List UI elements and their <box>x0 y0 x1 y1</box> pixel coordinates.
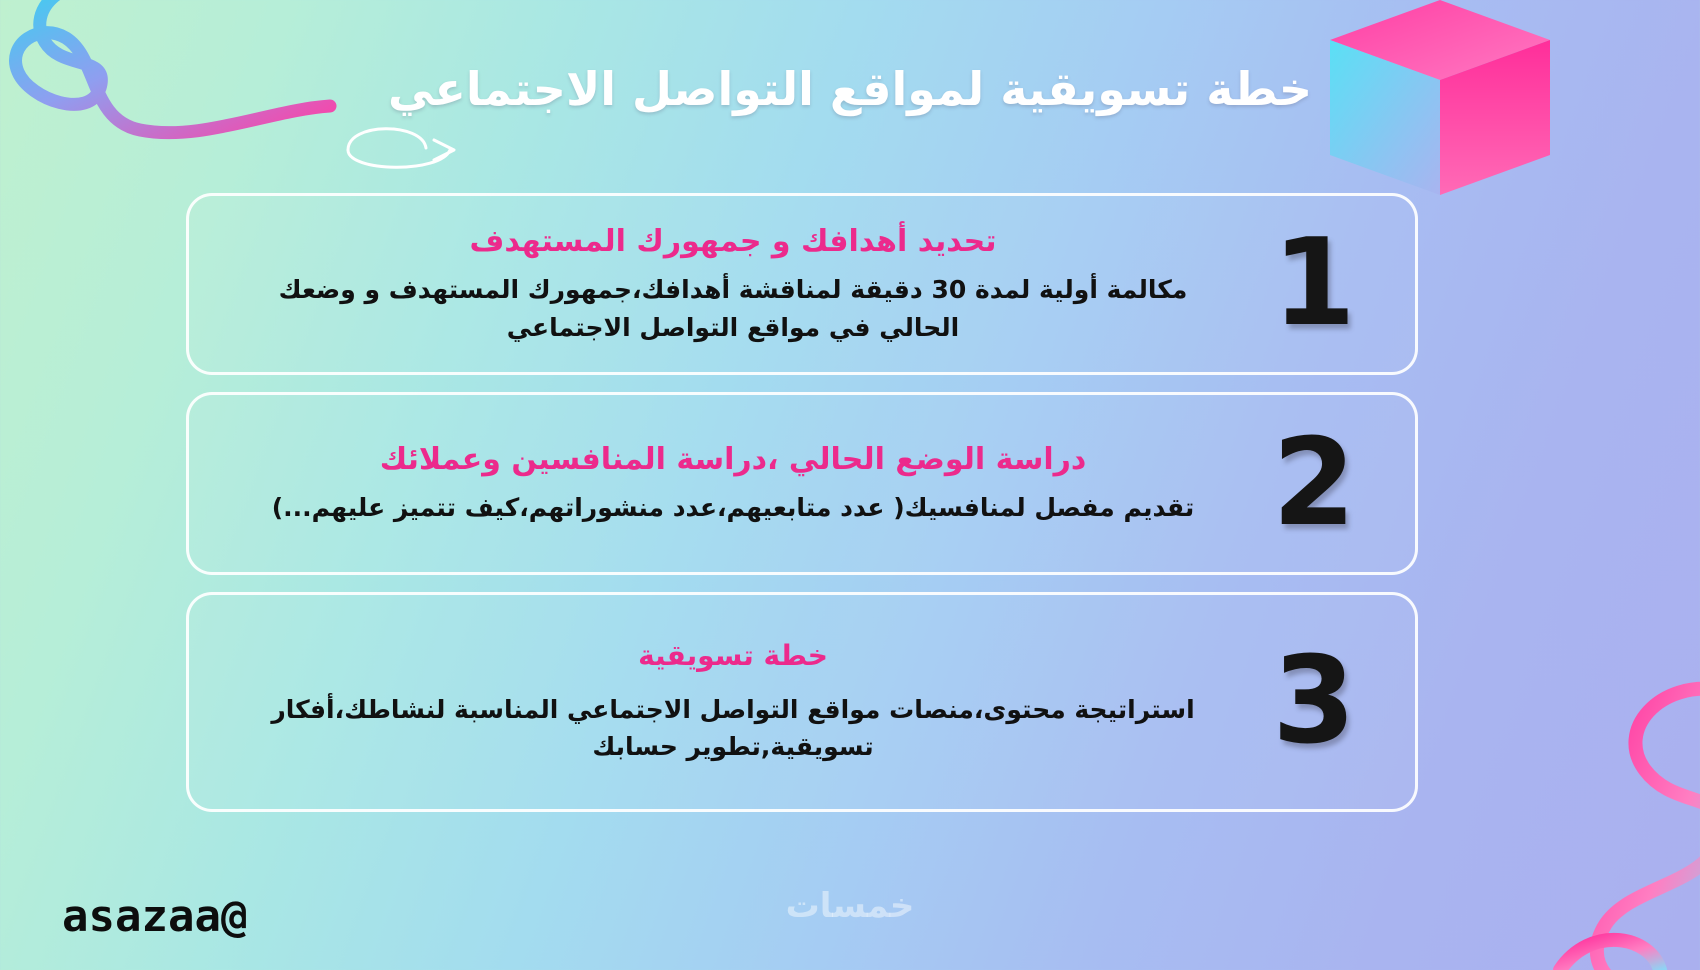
step-heading: دراسة الوضع الحالي ،دراسة المنافسين وعملائك <box>379 442 1087 478</box>
step-number: 1 <box>1272 214 1356 353</box>
page-title: خطة تسويقية لمواقع التواصل الاجتماعي <box>387 62 1313 116</box>
step-heading: تحديد أهدافك و جمهورك المستهدف <box>469 224 997 259</box>
step-body <box>215 638 1239 765</box>
step-number: 2 <box>1272 413 1356 553</box>
step-heading: خطة تسويقية <box>638 639 828 673</box>
steps-list <box>186 193 1418 812</box>
step-description: استراتيجة محتوى،منصات مواقع التواصل الاجتماعي المناسبة لنشاطك،أفكار تسويقية,تطوير حسابك <box>271 694 1195 762</box>
watermark: خمسات <box>785 886 915 926</box>
step-card-2 <box>186 392 1418 575</box>
author-handle: @asazaa <box>62 891 248 942</box>
step-description: تقديم مفصل لمنافسيك( عدد متابعيهم،عدد منشوراتهم،كيف تتميز عليهم...) <box>271 493 1195 523</box>
step-body <box>215 440 1239 527</box>
step-body <box>215 222 1239 346</box>
step-description: مكالمة أولية لمدة 30 دقيقة لمناقشة أهدافك،جمهورك المستهدف و وضعك الحالي في مواقع التواصل الاجتماعي <box>278 275 1188 342</box>
step-card-3 <box>186 592 1418 812</box>
step-number: 3 <box>1272 632 1356 771</box>
arrow-loop-decoration <box>330 110 470 180</box>
step-card-1 <box>186 193 1418 375</box>
